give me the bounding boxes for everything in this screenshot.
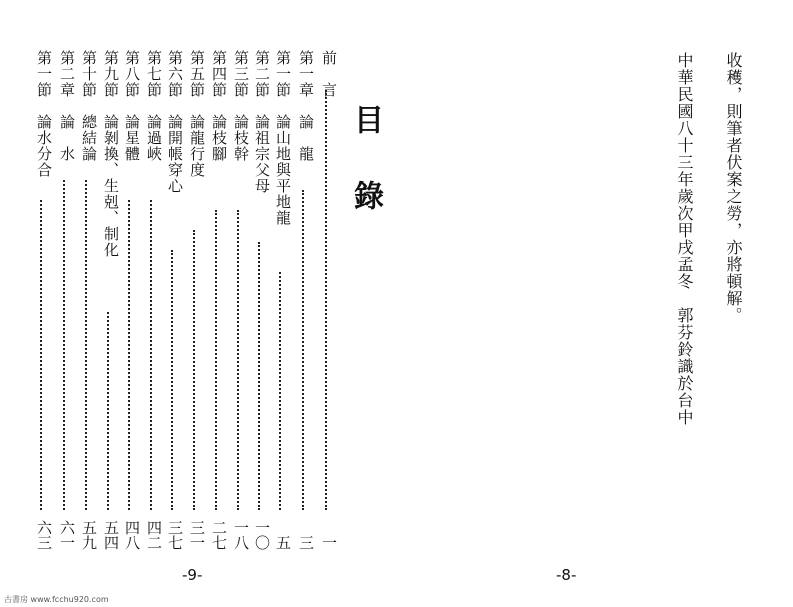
toc-entry[interactable] (98, 50, 118, 550)
toc-heading-mu: 目 (348, 104, 383, 134)
toc-entry-page: 二七 (210, 520, 228, 550)
toc-entry[interactable] (270, 50, 290, 550)
toc-entry[interactable] (249, 50, 269, 550)
toc-entry-page: 三一 (188, 520, 206, 550)
toc-entry[interactable] (162, 50, 182, 550)
toc-entry-title: 第二節 論祖宗父母 (253, 50, 271, 194)
left-page-number: -9- (182, 566, 203, 584)
toc-leader-dots (325, 90, 329, 510)
toc-entry-title: 第九節 論剝換、生剋、制化 (102, 50, 120, 258)
toc-entry-page: 一八 (232, 520, 250, 550)
toc-leader-dots (193, 230, 197, 510)
toc-leader-dots (258, 242, 262, 510)
toc-entry[interactable] (206, 50, 226, 550)
toc-leader-dots (302, 190, 306, 510)
toc-entry-title: 第七節 論過峽 (145, 50, 163, 162)
toc-heading-lu: 錄 (348, 180, 383, 210)
toc-entry-page: 六三 (35, 520, 53, 550)
toc-leader-dots (215, 210, 219, 510)
toc-entry[interactable] (31, 50, 51, 550)
toc-leader-dots (107, 312, 111, 510)
toc-entry-page: 五四 (102, 520, 120, 550)
toc-leader-dots (150, 200, 154, 510)
right-page-number: -8- (556, 566, 577, 584)
toc-leader-dots (171, 250, 175, 510)
toc-entry-page: 四二 (145, 520, 163, 550)
toc-leader-dots (40, 200, 44, 510)
toc-entry-title: 第三節 論枝幹 (232, 50, 250, 162)
toc-leader-dots (128, 200, 132, 510)
toc-leader-dots (237, 210, 241, 510)
toc-entry-title: 第八節 論星體 (123, 50, 141, 162)
toc-entry[interactable] (141, 50, 161, 550)
toc-entry-title: 第五節 論龍行度 (188, 50, 206, 178)
toc-entry-title: 第四節 論枝腳 (210, 50, 228, 162)
toc-entry-title: 第六節 論開帳穿心 (166, 50, 184, 194)
toc-entry-page: 五 (274, 535, 292, 550)
toc-leader-dots (279, 272, 283, 510)
toc-entry-title: 第一節 論水分合 (35, 50, 53, 178)
toc-entry[interactable] (54, 50, 74, 550)
toc-entry-title: 前 言 (320, 50, 338, 98)
toc-entry-page: 三七 (166, 520, 184, 550)
toc-entry-page: 五九 (80, 520, 98, 550)
toc-entry-title: 第二章 論 水 (58, 50, 76, 162)
preface-signature-line: 中華民國八十三年歲次甲戌孟冬 郭芬鈴識於台中 (675, 52, 694, 426)
toc-leader-dots (85, 180, 89, 510)
site-watermark: 古書房 www.fcchu920.com (4, 595, 109, 604)
toc-entry-title: 第十節 總結論 (80, 50, 98, 162)
toc-leader-dots (63, 180, 67, 510)
toc-entry[interactable] (184, 50, 204, 550)
toc-entry-page: 一 (320, 535, 338, 550)
preface-closing-line: 收穫，則筆者伏案之勞，亦將頓解。 (724, 52, 743, 324)
toc-entry[interactable] (293, 50, 313, 550)
toc-entry[interactable] (316, 50, 336, 550)
toc-entry-page: 三 (297, 535, 315, 550)
toc-entry[interactable] (119, 50, 139, 550)
toc-entry[interactable] (228, 50, 248, 550)
toc-entry[interactable] (76, 50, 96, 550)
toc-entry-page: 一〇 (253, 520, 271, 550)
toc-entry-page: 四八 (123, 520, 141, 550)
toc-entry-page: 六一 (58, 520, 76, 550)
toc-entry-title: 第一節 論山地與平地龍 (274, 50, 292, 226)
toc-entry-title: 第一章 論 龍 (297, 50, 315, 162)
